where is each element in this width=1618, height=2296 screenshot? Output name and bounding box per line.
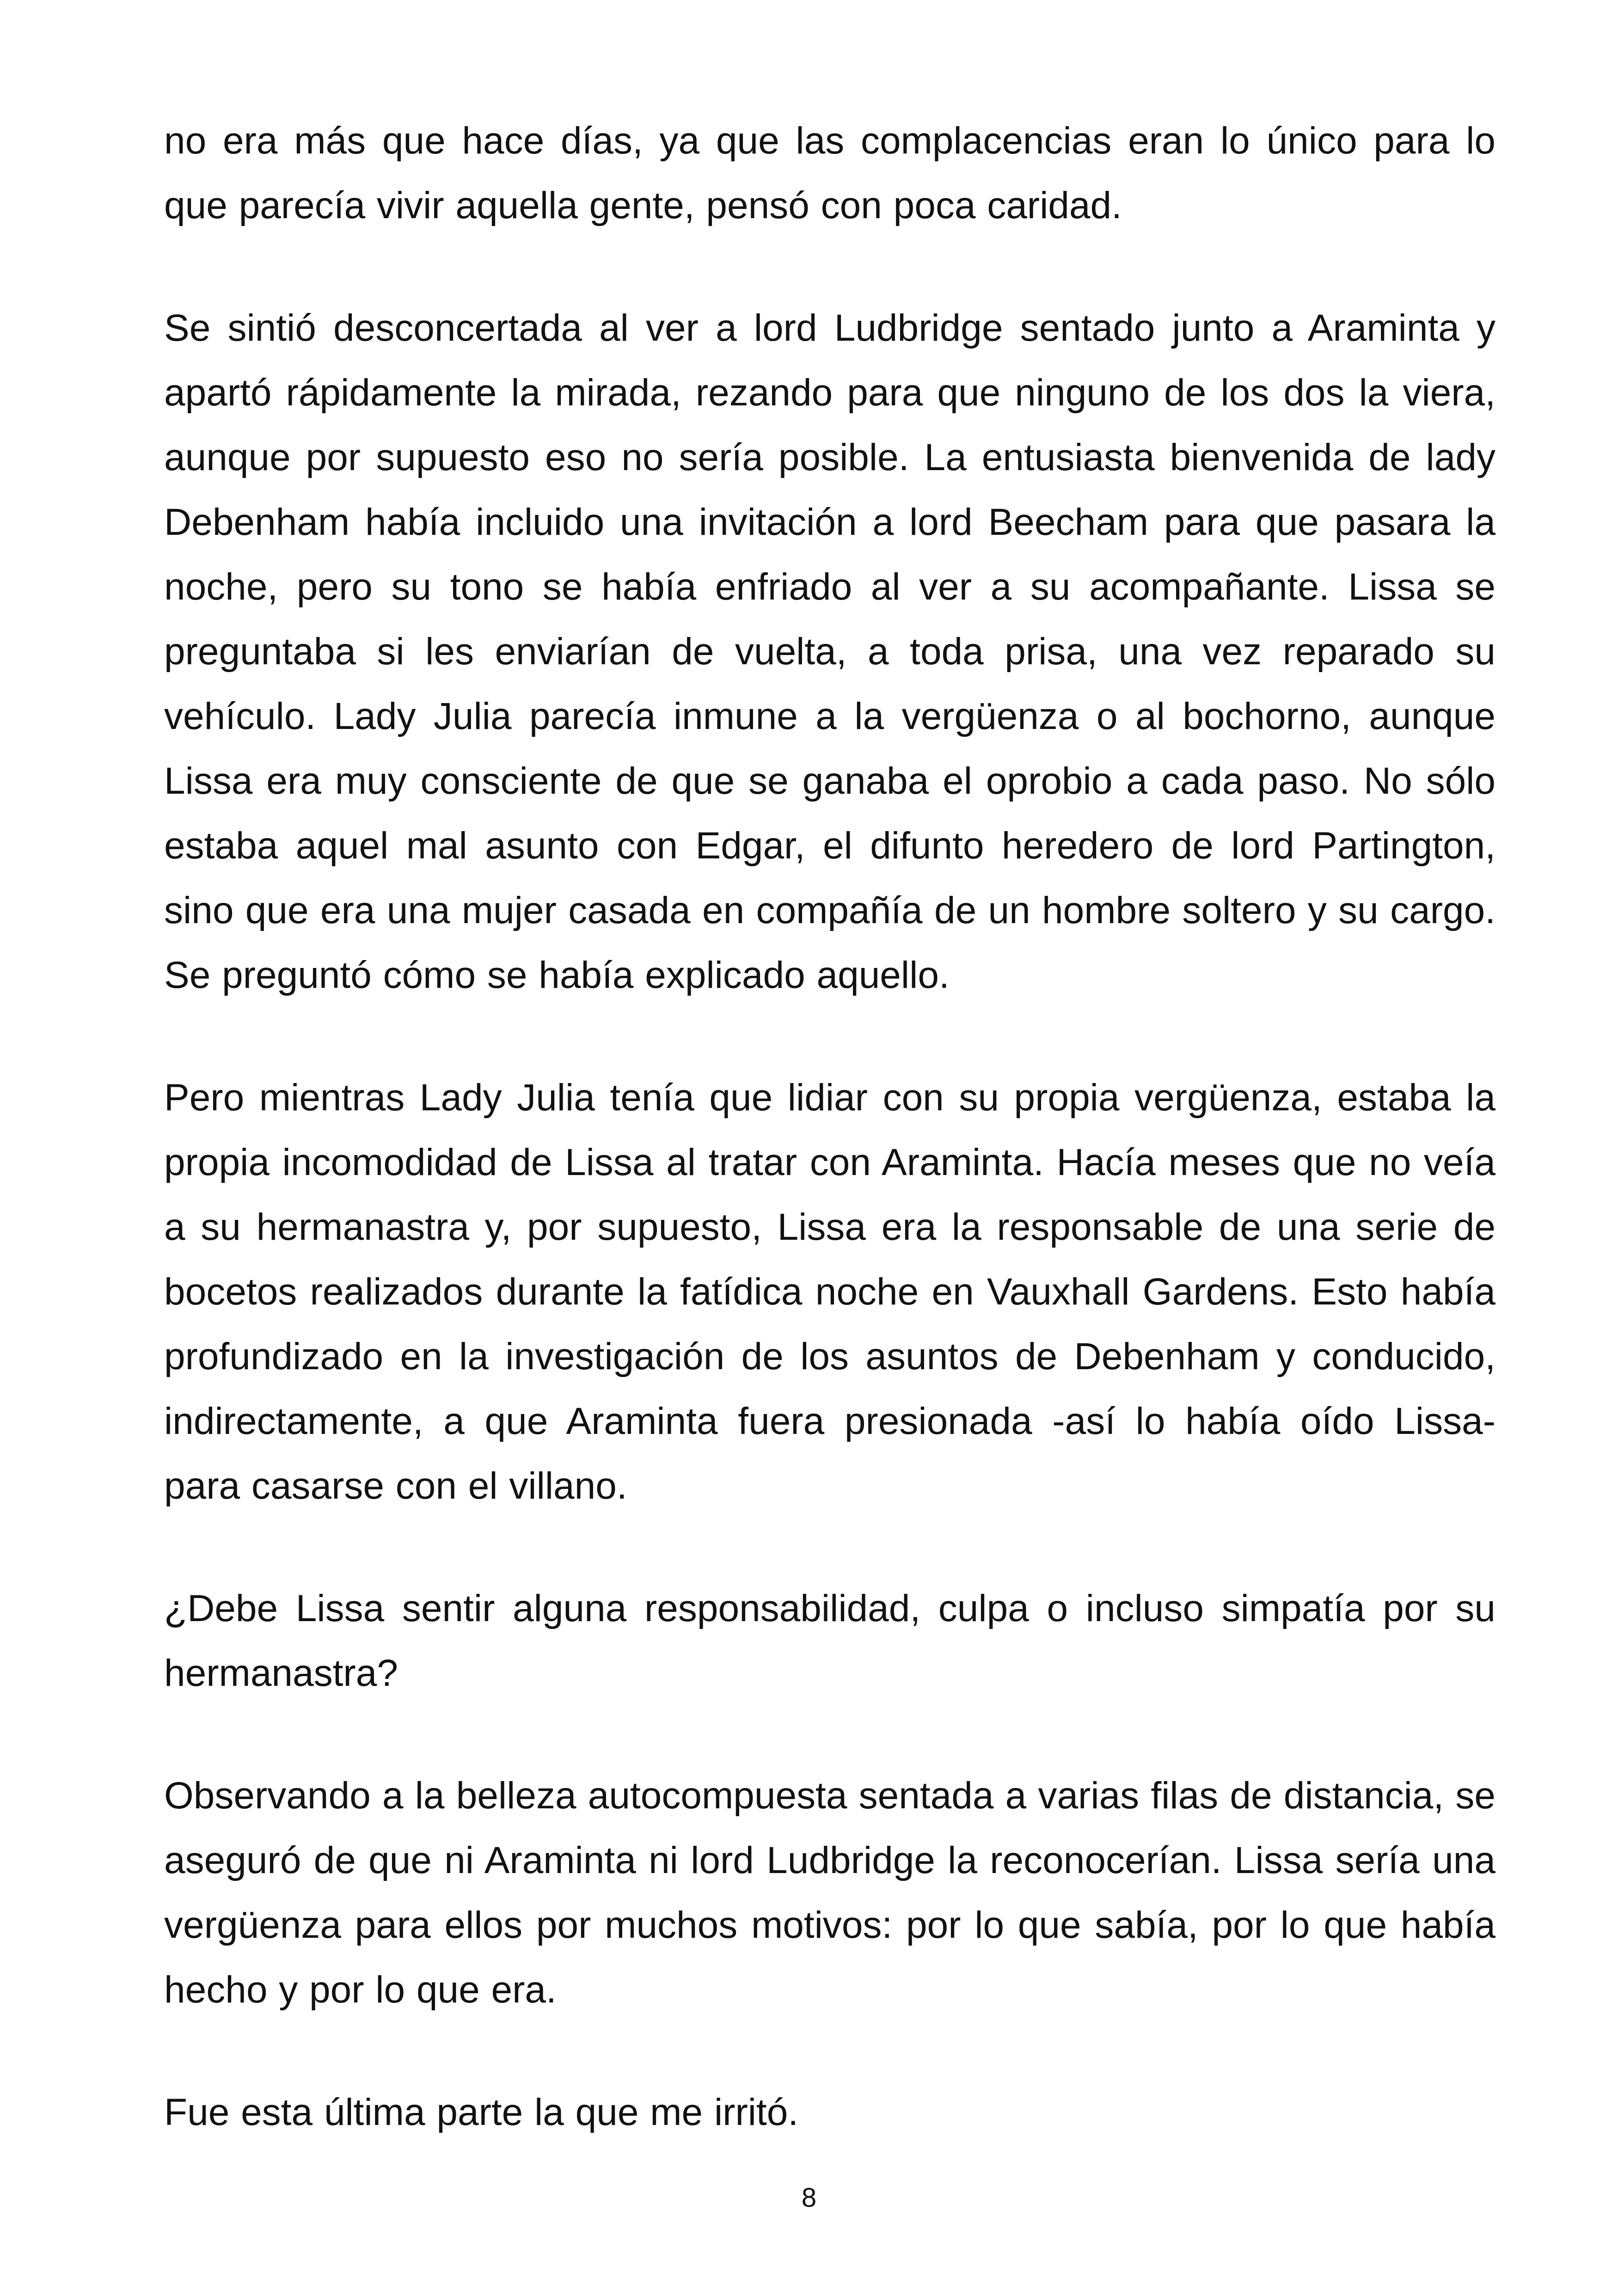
page-number: 8 (801, 2183, 817, 2213)
paragraph-5: Observando a la belleza autocompuesta sentada a varias filas de distancia, se aseguró de que ni Araminta ni lord Ludbridge la reconocerían. Lissa sería una vergüenza para ellos por muchos motivos: por lo que sabía, por lo que había hecho y por lo que era. (164, 1775, 1495, 2011)
paragraph-2: Se sintió desconcertada al ver a lord Ludbridge sentado junto a Araminta y apartó rápidamente la mirada, rezando para que ninguno de los dos la viera, aunque por supuesto eso no sería posible. La entusiasta bienvenida de lady Debenham había incluido una invitación a lord Beecham para que pasara la noche, pero su tono se había enfriado al ver a su acompañante. Lissa se preguntaba si les enviarían de vuelta, a toda prisa, una vez reparado su vehículo. Lady Julia parecía inmune a la vergüenza o al bochorno, aunque Lissa era muy consciente de que se ganaba el oprobio a cada paso. No sólo estaba aquel mal asunto con Edgar, el difunto heredero de lord Partington, sino que era una mujer casada en compañía de un hombre soltero y su cargo. Se preguntó cómo se había explicado aquello. (164, 307, 1495, 996)
paragraph-3: Pero mientras Lady Julia tenía que lidiar con su propia vergüenza, estaba la propia incomodidad de Lissa al tratar con Araminta. Hacía meses que no veía a su hermanastra y, por supuesto, Lissa era la responsable de una serie de bocetos realizados durante la fatídica noche en Vauxhall Gardens. Esto había profundizado en la investigación de los asuntos de Debenham y conducido, indirectamente, a que Araminta fuera presionada -así lo había oído Lissa- para casarse con el villano. (164, 1077, 1495, 1507)
page-body (164, 109, 1495, 2203)
paragraph-6: Fue esta última parte la que me irritó. (164, 2091, 799, 2133)
paragraph-4: ¿Debe Lissa sentir alguna responsabilidad, culpa o incluso simpatía por su hermanastra? (164, 1587, 1495, 1694)
paragraph-1: no era más que hace días, ya que las complacencias eran lo único para lo que parecía vivir aquella gente, pensó con poca caridad. (164, 120, 1495, 227)
